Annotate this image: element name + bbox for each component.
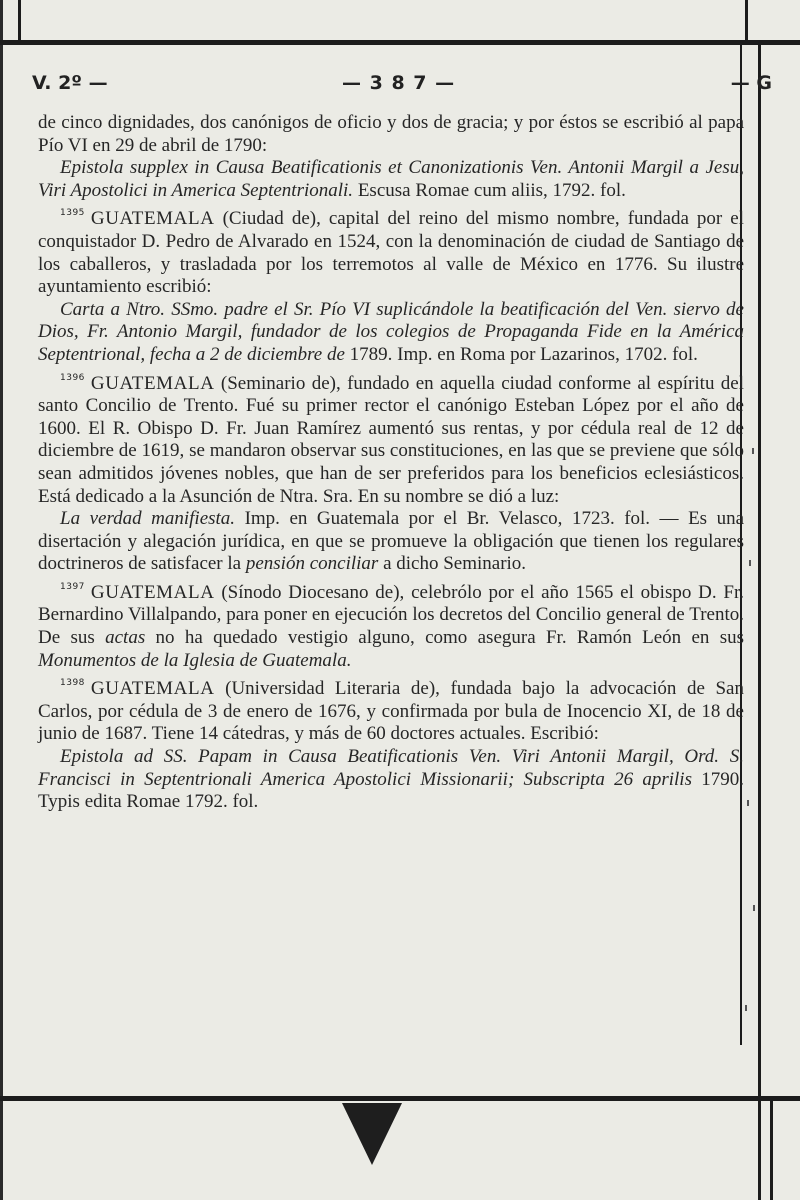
entry-heading: GUATEMALA [90,581,215,603]
citation-carta [38,299,744,367]
entry-text: (Seminario de), fundado en aquella ciudad conforme al espíritu del santo Concilio de Trento. Fué su primer rector el canónigo Esteban López por el año de 1600. El R. Obispo D. Fr. Juan Ramírez aumentó sus rentas, y por cédula real de 12 de diciembre de 1619, se mandaron observar sus constituciones, en las que se previene que sólo sean admitidos jóvenes nobles, que han de ser preferidos para los beneficios eclesiásticos. Está dedicado a la Asunción de Ntra. Sra. En su nombre se dió a luz: [38,372,745,507]
citation-imprint: 1790. Typis edita Romae 1792. fol. [38,768,745,813]
citation-la-verdad [38,508,744,576]
paragraph-continuation: de cinco dignidades, dos canónigos de oficio y dos de gracia; y por éstos se escribió al papa Pío VI en 29 de abril de 1790: [38,112,744,156]
citation-imprint: 1789. Imp. en Roma por Lazarinos, 1702. fol. [349,343,698,365]
citation-imprint: Imp. en Guatemala por el Br. Velasco, 1723. fol. — Es una disertación y alegación jurídica, en que se promueve la obligación que tienen los regulares doctrineros de satisfacer la [38,508,745,575]
entry-text: (Ciudad de), capital del reino del mismo nombre, fundada por el conquistador D. Pedro de Alvarado en 1524, con la denominación de ciudad de Santiago de los caballeros, y trasladada por los terremotos al valle de México en 1776. Su ilustre ayuntamiento escribió: [38,208,745,298]
top-left-vertical-rule [18,0,21,45]
bottom-rule [0,1096,800,1101]
entry-1398 [38,672,744,746]
entry-text: (Universidad Literaria de), fundada bajo la advocación de San Carlos, por cédula de 3 de enero de 1676, y confirmada por bula de Inocencio XI, de 18 de junio de 1687. Tiene 14 cátedras, y más de 60 doctores actuales. Escribió: [38,678,744,745]
entry-number: 1398 [60,678,85,689]
top-right-vertical-rule [745,0,748,45]
citation-epistola-supplex [38,157,744,202]
margin-speck [745,1005,747,1011]
entry-number: 1396 [60,372,85,383]
entry-heading: GUATEMALA [90,678,215,700]
entry-number: 1397 [60,581,85,592]
entry-1396 [38,367,744,509]
citation-tail: a dicho Seminario. [383,553,527,575]
entry-italic-title: Monumentos de la Iglesia de Guatemala. [38,649,352,671]
citation-title: Epistola ad SS. Papam in Causa Beatificationis Ven. Viri Antonii Margil, Ord. S. Francisci in Septentrionali America Apostolici Missionarii; Subscripta 26 aprilis [38,746,744,790]
entry-heading: GUATEMALA [90,372,215,394]
running-header [32,72,772,102]
citation-title: La verdad manifiesta. [60,508,236,530]
citation-epistola-ad-ss [38,746,744,814]
citation-italic-term: pensión conciliar [245,553,379,575]
triangle-marker [342,1103,402,1165]
left-page-edge [0,0,3,1200]
page-number: — 3 8 7 — [342,72,456,94]
entry-text-continued: no ha quedado vestigio alguno, como asegura Fr. Ramón León en sus [155,627,745,649]
bottom-right-vertical-rule [770,1100,773,1200]
citation-title: Epistola supplex in Causa Beatificationis et Canonizationis Ven. Antonii Margil a Jesu, Viri Apostolici in America Septentrionali. [38,157,744,201]
entry-heading: GUATEMALA [90,208,215,230]
volume-label: V. 2º — [32,72,108,94]
entry-italic-term: actas [105,627,146,649]
entry-text: (Sínodo Diocesano de), celebrólo por el año 1565 el obispo D. Fr. Bernardino Villalpando, para poner en ejecución los decretos del Concilio general de Trento. De sus [38,581,745,649]
citation-imprint: Escusa Romae cum aliis, 1792. fol. [357,179,626,201]
entry-1397 [38,576,744,672]
margin-speck [747,800,749,806]
citation-title: Carta a Ntro. SSmo. padre el Sr. Pío VI suplicándole la beatificación del Ven. siervo de Dios, Fr. Antonio Margil, fundador de los colegios de Propaganda Fide en la América Septentrional, fecha a 2 de diciembre de [38,298,744,365]
right-border-rule [758,45,761,1200]
top-rule [0,40,800,45]
entry-1395 [38,202,744,298]
margin-speck [752,448,754,454]
margin-speck [753,905,755,911]
margin-speck [749,560,751,566]
page-body [38,112,744,814]
entry-number: 1395 [60,208,85,219]
section-letter: — G [730,72,772,94]
